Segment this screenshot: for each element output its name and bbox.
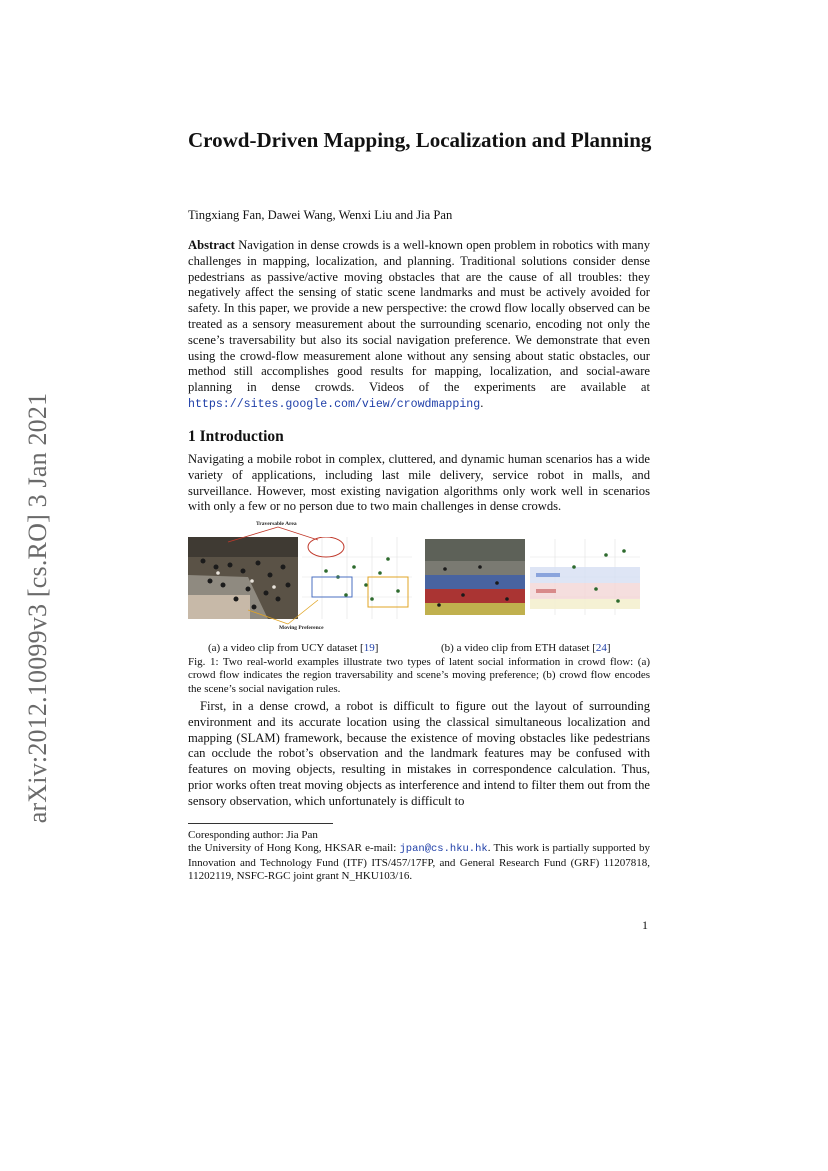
- page-number: 1: [642, 918, 648, 932]
- intro-paragraph-1: Navigating a mobile robot in complex, cluttered, and dynamic human scenarios has a wide variety of applications, including last mile delivery, service robot in malls, and surveillance. However, most existing navigation algorithms only work well in scenarios with only a few or no person due to two main challenges in dense crowds.: [188, 452, 650, 514]
- subcaption-b: (b) a video clip from ETH dataset [24]: [441, 642, 611, 654]
- paper-title: Crowd-Driven Mapping, Localization and Planning: [188, 128, 652, 152]
- email-link[interactable]: jpan@cs.hku.hk: [399, 843, 488, 856]
- footnote-rule: [188, 823, 333, 824]
- eth-crowd-flow-plot: [530, 539, 640, 615]
- author-list: Tingxiang Fan, Dawei Wang, Wenxi Liu and Jia Pan: [188, 208, 453, 222]
- footnote-affiliation: the University of Hong Kong, HKSAR e-mail: jpan@cs.hku.hk. This work is partially supported by Innovation and Technology Fund (ITF) ITS/457/17FP, and General Research Fund (GRF) 11207818, 11202119, NSFC-RGC joint grant N_HKU103/16.: [188, 842, 650, 883]
- footnote-author: Coresponding author: Jia Pan: [188, 829, 318, 841]
- ref-24[interactable]: 24: [595, 642, 607, 654]
- footnote: [188, 829, 650, 884]
- ref-19[interactable]: 19: [363, 642, 375, 654]
- label-traversable-area: Traversable Area: [256, 521, 297, 527]
- subcaption-a: (a) a video clip from UCY dataset [19]: [208, 642, 379, 654]
- abstract-end: .: [480, 395, 484, 410]
- abstract: [188, 238, 650, 413]
- arxiv-stamp: arXiv:2012.10099v3 [cs.RO] 3 Jan 2021: [23, 392, 52, 824]
- abstract-text: Navigation in dense crowds is a well-known open problem in robotics with many challenges in mapping, localization, and planning. Traditional solutions consider dense pedestrians as passive/active moving obstacles that are the cause of all troubles: they negatively affect the sensing of static scene landmarks and must be actively avoided for safety. In this paper, we provide a new perspective: the crowd flow locally observed can be treated as a sensory measurement about the surrounding scenario, encoding not only the scene’s traversability but also its social navigation preference. We demonstrate that even using the crowd-flow measurement alone without any sensing about static obstacles, our method still accomplishes good results for mapping, localization, and social-aware planning in dense crowds. Videos of the experiments are available at: [188, 238, 650, 395]
- abstract-label: Abstract: [188, 238, 235, 252]
- annotation-lines: [188, 520, 418, 634]
- video-link[interactable]: https://sites.google.com/view/crowdmapping: [188, 397, 481, 411]
- label-moving-preference: Moving Preference: [279, 625, 324, 631]
- intro-paragraph-2: First, in a dense crowd, a robot is difficult to figure out the layout of surrounding environment and its accurate location using the classical simultaneous localization and mapping (SLAM) framework, because the existence of moving obstacles like pedestrians can occlude the robot’s observation and the landmark features may be confused with features on moving objects, resulting in mistakes in correspondence calculation. Thus, prior works often treat moving objects as interference and intend to filter them out from the sensory observation, which unfortunately is difficult to: [188, 699, 650, 808]
- section-heading: 1 Introduction: [188, 428, 284, 445]
- figure-caption: Fig. 1: Two real-world examples illustrate two types of latent social information in crowd flow: (a) crowd flow indicates the region traversability and scene’s moving preference; (b) crowd flow encodes the scene’s social navigation rules.: [188, 656, 650, 695]
- eth-video-photo: [425, 539, 525, 615]
